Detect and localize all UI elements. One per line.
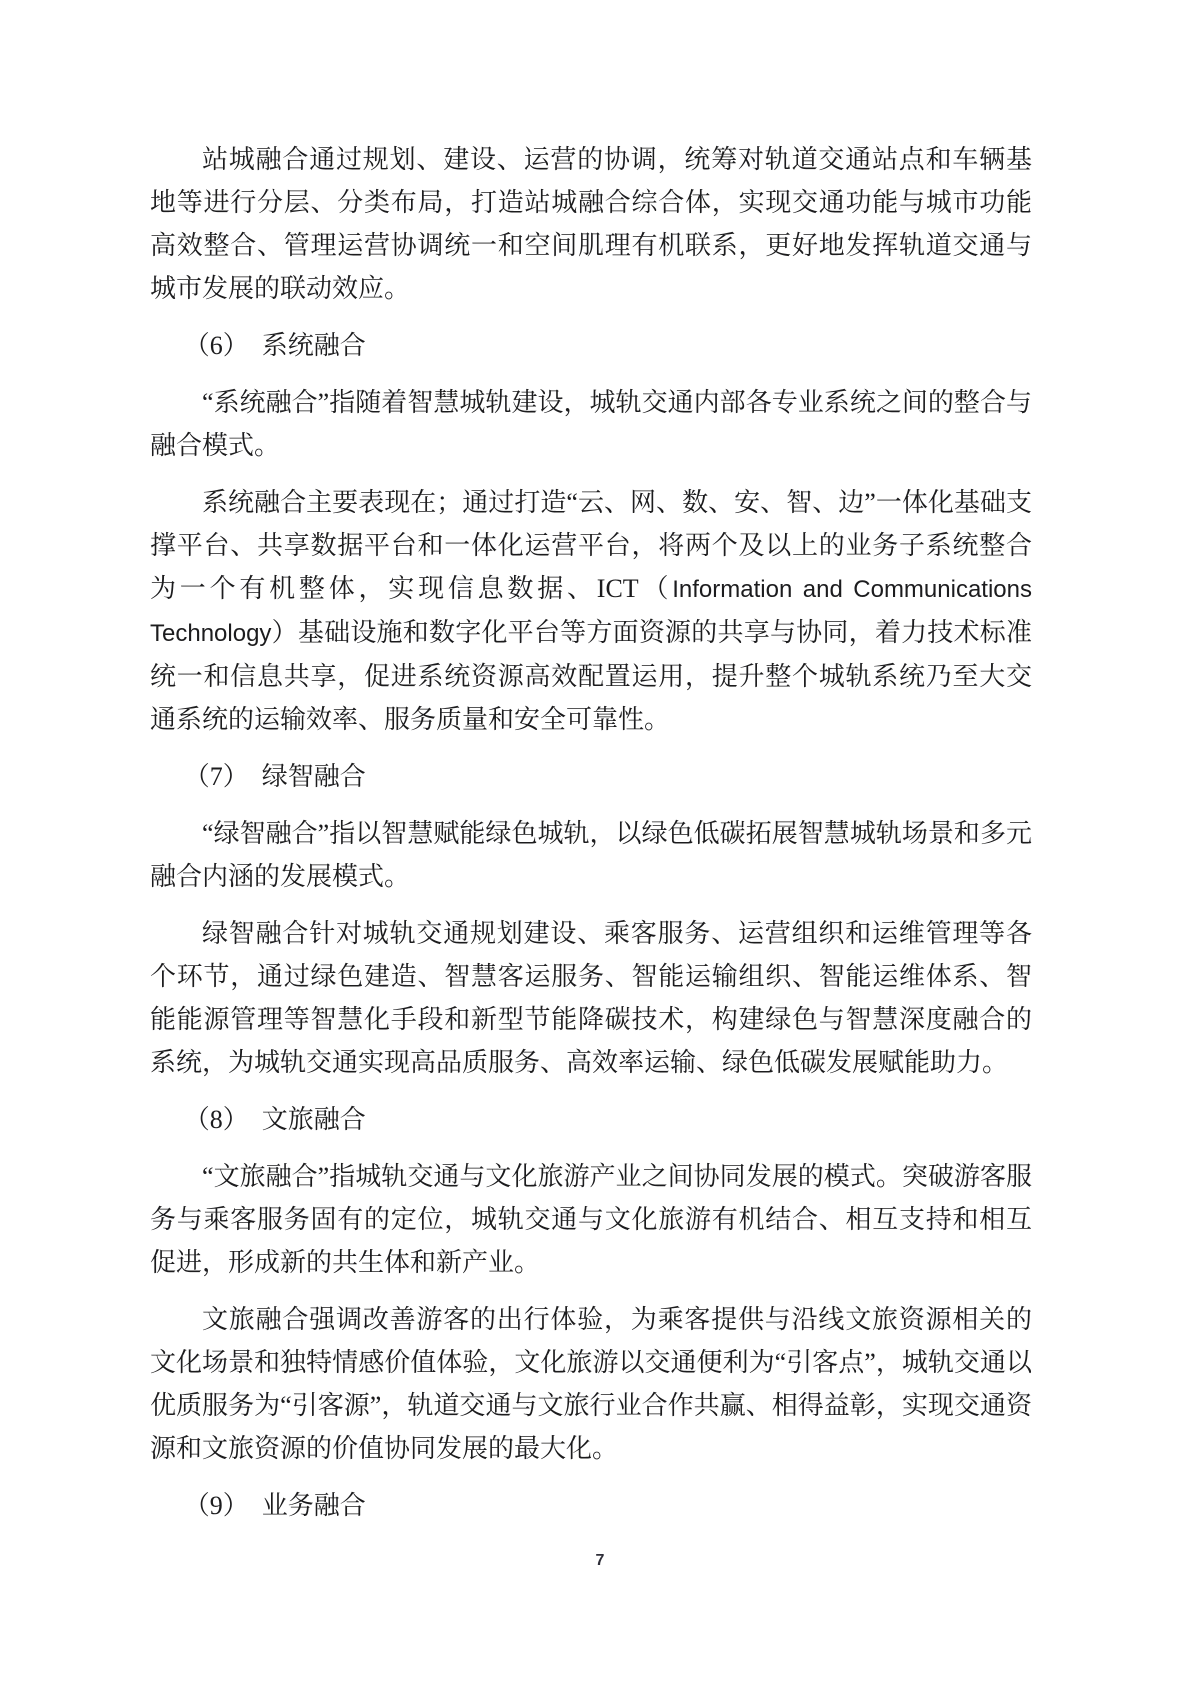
paragraph-text-post: ）基础设施和数字化平台等方面资源的共享与协同，着力技术标准统一和信息共享，促进系统资源高效配置运用，提升整个城轨系统乃至大交通系统的运输效率、服务质量和安全可靠性。	[150, 618, 1032, 734]
ict-latin-text: Information and Communications Technology	[150, 576, 1032, 647]
paragraph-culture-tourism-definition: “文旅融合”指城轨交通与文化旅游产业之间协同发展的模式。突破游客服务与乘客服务固有的定位，城轨交通与文化旅游有机结合、相互支持和相互促进，形成新的共生体和新产业。	[150, 1162, 1032, 1277]
paragraph-text-pre: 系统融合主要表现在；通过打造“云、网、数、安、智、边”一体化基础支撑平台、共享数据平台和一体化运营平台，将两个及以上的业务子系统整合为一个有机整体，实现信息数据、ICT（	[150, 488, 1032, 603]
heading-green-smart-integration: （7） 绿智融合	[183, 762, 366, 791]
page-content	[150, 138, 1032, 1541]
paragraph-system-integration-definition: “系统融合”指随着智慧城轨建设，城轨交通内部各专业系统之间的整合与融合模式。	[150, 388, 1032, 460]
paragraph-station-city-integration: 站城融合通过规划、建设、运营的协调，统筹对轨道交通站点和车辆基地等进行分层、分类布局，打造站城融合综合体，实现交通功能与城市功能高效整合、管理运营协调统一和空间肌理有机联系，更好地发挥轨道交通与城市发展的联动效应。	[150, 145, 1032, 303]
paragraph-green-smart-detail: 绿智融合针对城轨交通规划建设、乘客服务、运营组织和运维管理等各个环节，通过绿色建造、智慧客运服务、智能运输组织、智能运维体系、智能能源管理等智慧化手段和新型节能降碳技术，构建绿色与智慧深度融合的系统，为城轨交通实现高品质服务、高效率运输、绿色低碳发展赋能助力。	[150, 919, 1032, 1077]
paragraph-system-integration-detail	[150, 481, 1032, 741]
heading-business-integration: （9） 业务融合	[183, 1491, 366, 1520]
page-number: 7	[595, 1552, 605, 1569]
paragraph-green-smart-definition: “绿智融合”指以智慧赋能绿色城轨，以绿色低碳拓展智慧城轨场景和多元融合内涵的发展模式。	[150, 819, 1032, 891]
paragraph-culture-tourism-detail: 文旅融合强调改善游客的出行体验，为乘客提供与沿线文旅资源相关的文化场景和独特情感价值体验，文化旅游以交通便利为“引客点”，城轨交通以优质服务为“引客源”，轨道交通与文旅行业合作共赢、相得益彰，实现交通资源和文旅资源的价值协同发展的最大化。	[150, 1305, 1032, 1463]
heading-culture-tourism-integration: （8） 文旅融合	[183, 1105, 366, 1134]
heading-system-integration: （6） 系统融合	[183, 331, 366, 360]
